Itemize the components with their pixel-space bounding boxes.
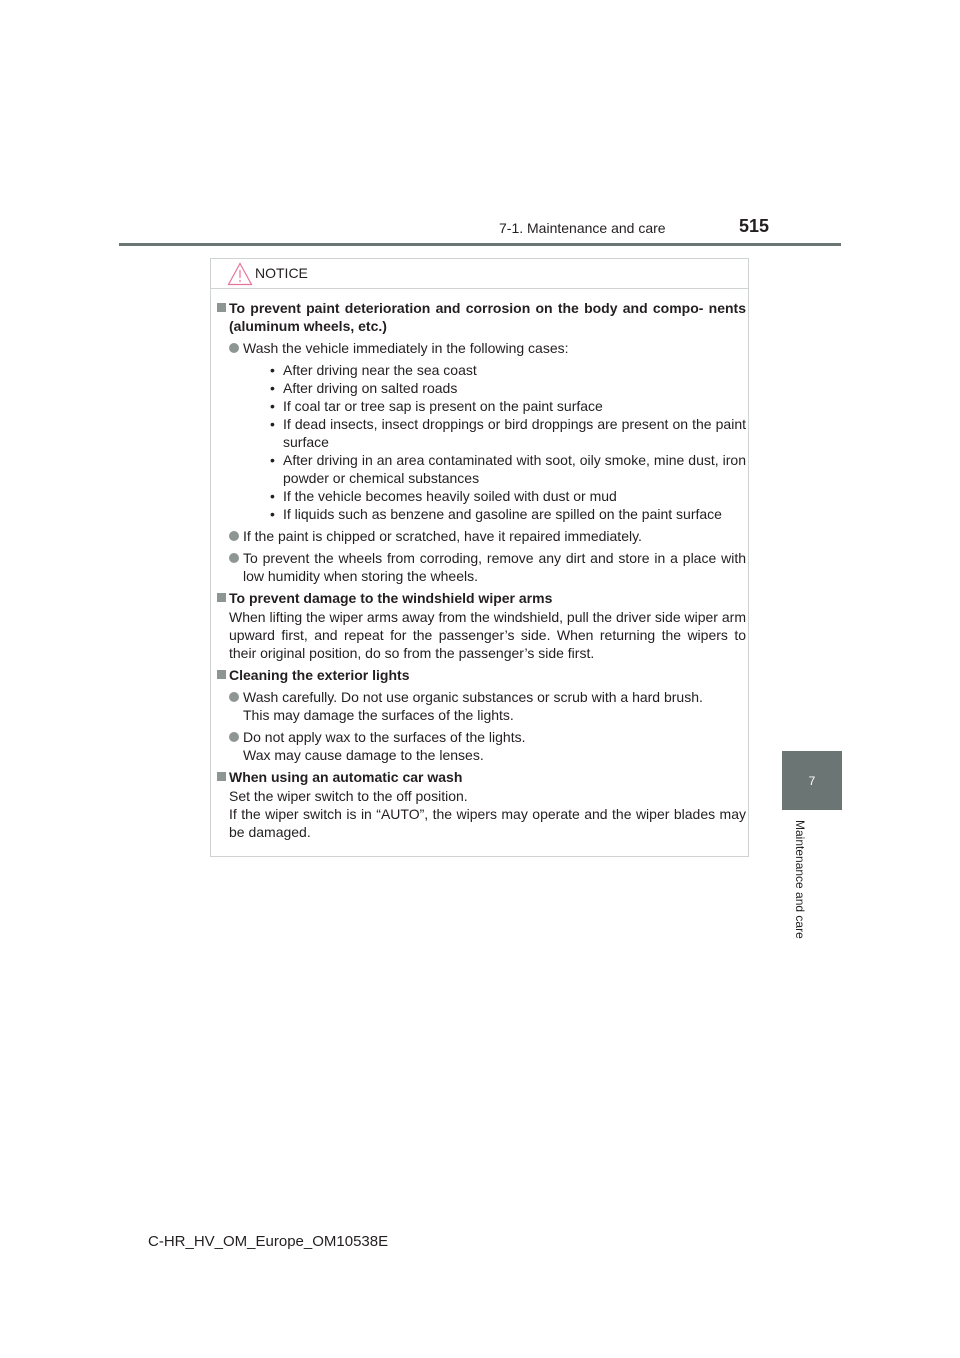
sub-list-item: • If the vehicle becomes heavily soiled with dust or mud — [270, 488, 617, 504]
square-bullet-icon — [217, 593, 226, 602]
notice-box — [210, 258, 749, 857]
section-text-line: Set the wiper switch to the off position. — [229, 788, 468, 804]
section-text — [229, 787, 746, 841]
list-item — [216, 527, 746, 545]
header-section-title: 7-1. Maintenance and care — [499, 220, 666, 236]
section-text: When lifting the wiper arms away from the windshield, pull the driver side wiper arm upward first, and repeat for the passenger’s side. When returning the wipers to their original position, do so from the passenger’s side first. — [229, 609, 746, 661]
page-number: 515 — [739, 216, 770, 236]
notice-header — [211, 259, 748, 289]
notice-section — [216, 768, 746, 841]
notice-section — [216, 299, 746, 335]
warning-triangle-icon — [227, 262, 253, 286]
document-code: C-HR_HV_OM_Europe_OM10538E — [148, 1233, 389, 1250]
item-text: Wash the vehicle immediately in the following cases: — [243, 340, 569, 356]
chapter-label: Maintenance and care — [793, 820, 807, 939]
section-title: Cleaning the exterior lights — [229, 667, 410, 683]
item-text: To prevent the wheels from corroding, remove any dirt and store in a place with low humidity when storing the wheels. — [243, 550, 746, 584]
section-title: To prevent damage to the windshield wiper arms — [229, 590, 553, 606]
sub-list — [243, 361, 746, 523]
circle-bullet-icon — [229, 732, 239, 742]
section-title: When using an automatic car wash — [229, 769, 463, 785]
circle-bullet-icon — [229, 531, 239, 541]
item-text-line: Wash carefully. Do not use organic substances or scrub with a hard brush. — [243, 689, 703, 705]
circle-bullet-icon — [229, 553, 239, 563]
sub-list-item: • If liquids such as benzene and gasoline are spilled on the paint surface — [270, 506, 722, 522]
section-title: To prevent paint deterioration and corrosion on the body and compo- nents (aluminum wheels, etc.) — [229, 300, 746, 334]
chapter-number: 7 — [808, 773, 816, 788]
chapter-tab — [782, 751, 842, 810]
item-text-line: Do not apply wax to the surfaces of the lights. — [243, 729, 526, 745]
item-text: If the paint is chipped or scratched, have it repaired immediately. — [243, 528, 642, 544]
list-item — [216, 688, 746, 724]
list-item — [216, 549, 746, 585]
list-item — [216, 728, 746, 764]
notice-section — [216, 666, 746, 684]
square-bullet-icon — [217, 670, 226, 679]
notice-title: NOTICE — [255, 265, 308, 281]
circle-bullet-icon — [229, 343, 239, 353]
notice-body — [216, 299, 746, 845]
sub-list-item: • After driving on salted roads — [270, 380, 458, 396]
sub-list-item: • After driving near the sea coast — [270, 362, 477, 378]
list-item — [216, 339, 746, 523]
sub-list-item: • If coal tar or tree sap is present on the paint surface — [270, 398, 603, 414]
sub-list-item: • After driving in an area contaminated with soot, oily smoke, mine dust, iron powder or chemical substances — [270, 452, 746, 486]
sub-list-item: • If dead insects, insect droppings or bird droppings are present on the paint surface — [270, 416, 746, 450]
item-text-line: This may damage the surfaces of the lights. — [243, 707, 514, 723]
section-text-line: If the wiper switch is in “AUTO”, the wipers may operate and the wiper blades may be damaged. — [229, 806, 746, 840]
notice-section — [216, 589, 746, 662]
square-bullet-icon — [217, 303, 226, 312]
header-rule — [119, 243, 841, 246]
item-text-line: Wax may cause damage to the lenses. — [243, 747, 484, 763]
square-bullet-icon — [217, 772, 226, 781]
circle-bullet-icon — [229, 692, 239, 702]
